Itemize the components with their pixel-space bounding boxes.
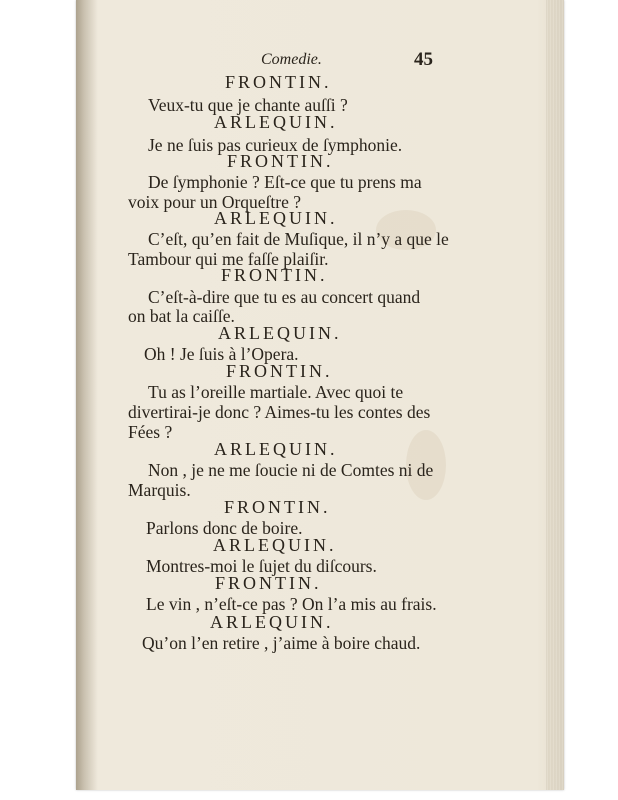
dialogue-line: C’eſt, qu’en fait de Muſique, il n’y a que le bbox=[148, 229, 449, 249]
page-number: 45 bbox=[414, 49, 433, 70]
speaker-name: ARLEQUIN. bbox=[218, 323, 342, 343]
speaker-name: FRONTIN. bbox=[227, 151, 334, 171]
page-text bbox=[76, 0, 564, 790]
speaker-name: FRONTIN. bbox=[225, 72, 332, 92]
dialogue-line: divertirai-je donc ? Aimes-tu les contes des bbox=[128, 402, 431, 422]
dialogue-line: voix pour un Orqueſtre ? bbox=[128, 192, 302, 212]
speaker-name: ARLEQUIN. bbox=[213, 535, 337, 555]
running-head: Comedie. bbox=[261, 51, 322, 68]
dialogue-line: Marquis. bbox=[128, 480, 191, 500]
dialogue-line: Je ne ſuis pas curieux de ſymphonie. bbox=[148, 135, 403, 155]
dialogue-line: Le vin , n’eſt-ce pas ? On l’a mis au frais. bbox=[146, 594, 437, 614]
dialogue-line: Veux-tu que je chante auſſi ? bbox=[148, 95, 348, 115]
speaker-name: ARLEQUIN. bbox=[214, 208, 338, 228]
speaker-name: ARLEQUIN. bbox=[214, 112, 338, 132]
dialogue-line: Qu’on l’en retire , j’aime à boire chaud. bbox=[142, 633, 421, 653]
speaker-name: ARLEQUIN. bbox=[214, 439, 338, 459]
dialogue-line: Montres-moi le ſujet du diſcours. bbox=[146, 556, 377, 576]
dialogue-line: Oh ! Je ſuis à l’Opera. bbox=[144, 344, 299, 364]
dialogue-line: Parlons donc de boire. bbox=[146, 518, 303, 538]
book-page bbox=[76, 0, 564, 790]
speaker-name: FRONTIN. bbox=[226, 361, 333, 381]
speaker-name: FRONTIN. bbox=[221, 265, 328, 285]
dialogue-line: De ſymphonie ? Eſt-ce que tu prens ma bbox=[148, 172, 422, 192]
dialogue-line: on bat la caiſſe. bbox=[128, 306, 235, 326]
speaker-name: FRONTIN. bbox=[215, 573, 322, 593]
speaker-name: ARLEQUIN. bbox=[210, 612, 334, 632]
page-header bbox=[76, 49, 564, 73]
dialogue-line: C’eſt-à-dire que tu es au concert quand bbox=[148, 287, 421, 307]
dialogue-line: Tu as l’oreille martiale. Avec quoi te bbox=[148, 382, 404, 402]
dialogue-line: Non , je ne me ſoucie ni de Comtes ni de bbox=[148, 460, 434, 480]
dialogue-line: Tambour qui me faſſe plaiſir. bbox=[128, 249, 329, 269]
dialogue-line: Fées ? bbox=[128, 422, 173, 442]
speaker-name: FRONTIN. bbox=[224, 497, 331, 517]
